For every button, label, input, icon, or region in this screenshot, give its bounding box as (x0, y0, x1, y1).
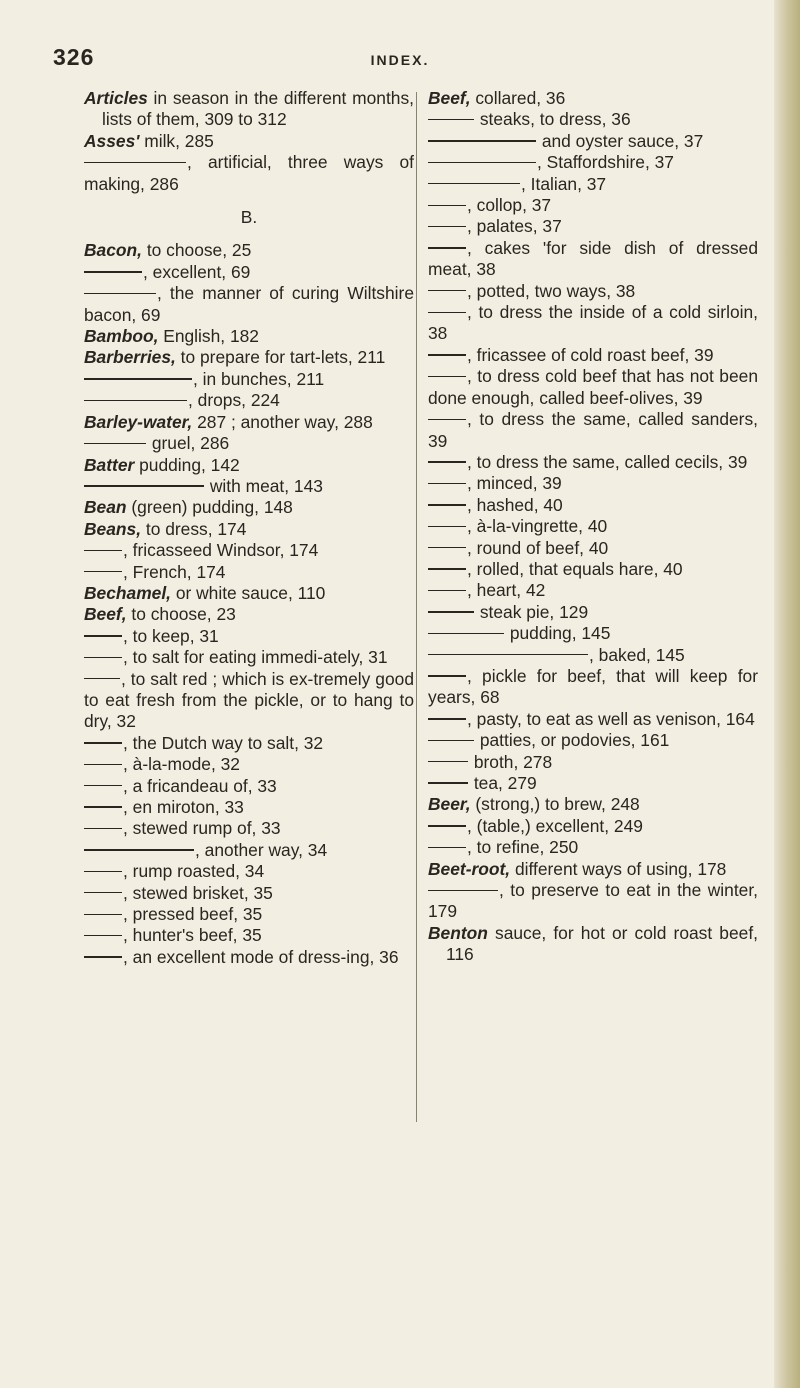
index-subentry (84, 262, 414, 283)
ditto-dash (428, 568, 466, 569)
ditto-dash (84, 935, 122, 936)
index-subentry (428, 538, 758, 559)
page-number: 326 (53, 44, 95, 70)
index-entry (84, 583, 414, 604)
index-entry (84, 604, 414, 625)
entry-text: different ways of using, 178 (510, 858, 727, 879)
entry-text: , the Dutch way to salt, 32 (123, 732, 324, 753)
entry-headword: Asses' (84, 130, 140, 151)
index-subentry (84, 476, 414, 497)
ditto-dash (84, 806, 122, 807)
index-subentry (84, 283, 414, 326)
entry-headword: Beet-root, (428, 858, 511, 879)
entry-text: , baked, 145 (589, 644, 685, 665)
ditto-dash (428, 290, 466, 291)
running-head: INDEX. (370, 52, 430, 68)
index-subentry (428, 131, 758, 152)
ditto-dash (428, 140, 536, 141)
ditto-dash (84, 657, 122, 658)
entry-text: , collop, 37 (467, 195, 552, 216)
index-subentry (428, 559, 758, 580)
ditto-dash (84, 914, 122, 915)
ditto-dash (428, 547, 466, 548)
index-subentry (428, 730, 758, 751)
index-entry (84, 240, 414, 261)
entry-headword: Beef, (428, 88, 471, 108)
entry-text: , round of beef, 40 (467, 537, 609, 558)
ditto-dash (84, 293, 156, 294)
index-subentry (428, 837, 758, 858)
ditto-dash (428, 205, 466, 206)
entry-text: to prepare for tart-lets, 211 (175, 347, 386, 368)
index-subentry (84, 797, 414, 818)
index-entry (428, 923, 758, 966)
ditto-dash (84, 162, 186, 163)
ditto-dash (428, 740, 474, 741)
ditto-dash (428, 247, 466, 248)
entry-text: pudding, 145 (505, 623, 611, 644)
ditto-dash (84, 678, 120, 679)
ditto-dash (428, 782, 468, 783)
index-subentry (84, 626, 414, 647)
ditto-dash (84, 764, 122, 765)
ditto-dash (428, 590, 466, 591)
index-subentry (428, 345, 758, 366)
ditto-dash (84, 635, 122, 636)
ditto-dash (428, 633, 504, 634)
column-rule (416, 92, 417, 1122)
entry-headword: Bacon, (84, 240, 142, 261)
index-subentry (428, 452, 758, 473)
entry-headword: Barley-water, (84, 411, 193, 432)
ditto-dash (428, 847, 466, 848)
index-subentry (84, 369, 414, 390)
index-entry (84, 412, 414, 433)
entry-text: to choose, 25 (141, 240, 252, 261)
index-entry (84, 497, 414, 518)
index-subentry (428, 174, 758, 195)
entry-text: in season in the different months, lists of them, 309 to 312 (102, 88, 414, 130)
entry-text: , to dress the same, called sanders, 39 (428, 409, 758, 451)
entry-text: , excellent, 69 (143, 261, 251, 282)
left-index-column (84, 88, 414, 968)
ditto-dash (428, 483, 466, 484)
index-subentry (428, 152, 758, 173)
entry-text: , artificial, three ways of making, 286 (84, 152, 414, 194)
index-subentry (84, 904, 414, 925)
entry-text: with meat, 143 (205, 475, 323, 496)
entry-text: , pickle for beef, that will keep for years, 68 (428, 665, 758, 708)
entry-headword: Beef, (84, 604, 127, 625)
entry-headword: Benton (428, 922, 488, 943)
entry-text: , en miroton, 33 (123, 797, 244, 817)
index-subentry (428, 281, 758, 302)
entry-text: (strong,) to brew, 248 (470, 794, 640, 815)
ditto-dash (428, 825, 466, 826)
entry-text: , pressed beef, 35 (123, 904, 263, 925)
index-entry (428, 794, 758, 815)
entry-text: 287 ; another way, 288 (192, 411, 373, 432)
index-subentry (84, 733, 414, 754)
index-subentry (84, 390, 414, 411)
ditto-dash (428, 504, 466, 505)
entry-headword: Bamboo, (84, 326, 159, 347)
entry-text: , a fricandeau of, 33 (123, 775, 277, 796)
entry-text: , Italian, 37 (521, 173, 607, 194)
index-entry (84, 455, 414, 476)
entry-headword: Articles (84, 88, 148, 108)
index-subentry (428, 645, 758, 666)
entry-headword: Beer, (428, 794, 471, 815)
entry-text: , to salt for eating immedi-ately, 31 (123, 647, 388, 668)
entry-text: , to dress cold beef that has not been done enough, called beef-olives, 39 (428, 366, 758, 408)
entry-text: patties, or podovies, 161 (475, 730, 670, 751)
entry-text: , fricasseed Windsor, 174 (123, 540, 319, 561)
entry-text: , drops, 224 (188, 390, 280, 411)
entry-text: , stewed rump of, 33 (123, 818, 281, 839)
entry-text: pudding, 142 (134, 454, 240, 475)
entry-text: , stewed brisket, 35 (123, 882, 273, 903)
index-entry (84, 347, 414, 368)
entry-text: , à-la-vingrette, 40 (467, 516, 608, 537)
entry-text: , cakes 'for side dish of dressed meat, 38 (428, 237, 758, 280)
entry-text: , potted, two ways, 38 (467, 280, 636, 301)
entry-text: , minced, 39 (467, 473, 562, 494)
ditto-dash (428, 718, 466, 719)
index-subentry (428, 409, 758, 452)
entry-text: , another way, 34 (195, 839, 328, 860)
index-subentry (84, 540, 414, 561)
entry-text: broth, 278 (469, 751, 553, 772)
entry-text: , hunter's beef, 35 (123, 925, 262, 946)
index-subentry (84, 840, 414, 861)
ditto-dash (428, 461, 466, 462)
entry-text: to dress, 174 (141, 518, 247, 539)
section-letter: B. (240, 207, 258, 228)
page-edge (774, 0, 800, 1388)
ditto-dash (428, 162, 536, 163)
ditto-dash (428, 761, 468, 762)
ditto-dash (84, 378, 192, 379)
index-subentry (428, 366, 758, 409)
index-subentry (428, 816, 758, 837)
entry-text: to choose, 23 (126, 604, 236, 625)
entry-text: , to dress the inside of a cold sirloin, 38 (428, 302, 758, 344)
entry-text: , rump roasted, 34 (123, 861, 265, 882)
entry-text: , to refine, 250 (467, 837, 579, 858)
ditto-dash (84, 785, 122, 786)
right-index-column (428, 88, 758, 966)
index-subentry (428, 709, 758, 730)
index-entry (84, 326, 414, 347)
entry-text: gruel, 286 (147, 433, 230, 454)
index-entry (84, 88, 414, 131)
ditto-dash (84, 571, 122, 572)
ditto-dash (84, 550, 122, 551)
index-entry (428, 859, 758, 880)
index-subentry (428, 216, 758, 237)
index-subentry (84, 947, 414, 968)
entry-text: , an excellent mode of dress-ing, 36 (123, 946, 399, 967)
ditto-dash (84, 271, 142, 272)
entry-text: , the manner of curing Wiltshire bacon, 69 (84, 283, 414, 325)
entry-text: , to salt red ; which is ex-tremely good to eat fresh from the pickle, or to hang to dry, 32 (84, 668, 414, 732)
ditto-dash (84, 892, 122, 893)
index-entry (428, 88, 758, 109)
ditto-dash (428, 526, 466, 527)
index-subentry (84, 883, 414, 904)
index-subentry (428, 602, 758, 623)
index-subentry (428, 752, 758, 773)
entry-text: , Staffordshire, 37 (537, 152, 674, 173)
entry-text: sauce, for hot or cold roast beef, 116 (446, 922, 758, 965)
entry-text: , French, 174 (123, 561, 226, 582)
ditto-dash (428, 354, 466, 355)
index-subentry (84, 669, 414, 733)
ditto-dash (428, 183, 520, 184)
ditto-dash (428, 376, 466, 377)
entry-text: , palates, 37 (467, 216, 562, 237)
ditto-dash (428, 675, 466, 676)
index-subentry (428, 516, 758, 537)
index-subentry (84, 647, 414, 668)
entry-text: (green) pudding, 148 (126, 497, 293, 518)
index-subentry (84, 562, 414, 583)
ditto-dash (428, 312, 466, 313)
entry-text: , to preserve to eat in the winter, 179 (428, 880, 758, 922)
ditto-dash (84, 828, 122, 829)
index-subentry (84, 861, 414, 882)
entry-text: , fricassee of cold roast beef, 39 (467, 344, 714, 365)
entry-text: collared, 36 (470, 88, 566, 108)
index-subentry (84, 818, 414, 839)
index-subentry (428, 623, 758, 644)
ditto-dash (84, 871, 122, 872)
ditto-dash (84, 742, 122, 743)
entry-text: , to keep, 31 (123, 625, 219, 646)
index-subentry (428, 195, 758, 216)
index-subentry (84, 754, 414, 775)
ditto-dash (428, 119, 474, 120)
entry-text: , (table,) excellent, 249 (467, 815, 643, 836)
entry-text: milk, 285 (139, 130, 214, 151)
ditto-dash (428, 654, 588, 655)
index-subentry (428, 473, 758, 494)
index-entry (84, 131, 414, 152)
index-subentry (84, 776, 414, 797)
ditto-dash (428, 611, 474, 612)
entry-headword: Batter (84, 454, 135, 475)
index-subentry (84, 152, 414, 195)
entry-text: steaks, to dress, 36 (475, 109, 631, 130)
entry-headword: Beans, (84, 518, 142, 539)
entry-text: , in bunches, 211 (193, 368, 325, 389)
index-subentry (428, 302, 758, 345)
index-subentry (84, 433, 414, 454)
entry-text: , pasty, to eat as well as venison, 164 (467, 708, 755, 729)
index-subentry (428, 580, 758, 601)
entry-headword: Barberries, (84, 347, 176, 368)
ditto-dash (84, 443, 146, 444)
index-subentry (428, 238, 758, 281)
index-subentry (428, 773, 758, 794)
ditto-dash (428, 890, 498, 891)
entry-text: and oyster sauce, 37 (537, 130, 704, 151)
entry-text: , à-la-mode, 32 (123, 754, 240, 775)
entry-text: , hashed, 40 (467, 494, 563, 515)
index-entry (84, 519, 414, 540)
ditto-dash (428, 226, 466, 227)
index-subentry (428, 880, 758, 923)
entry-text: English, 182 (158, 326, 259, 347)
entry-text: tea, 279 (469, 773, 537, 793)
ditto-dash (84, 400, 187, 401)
entry-headword: Bean (84, 497, 127, 518)
ditto-dash (84, 485, 204, 486)
ditto-dash (428, 419, 466, 420)
index-subentry (84, 925, 414, 946)
entry-text: steak pie, 129 (475, 601, 589, 622)
entry-text: or white sauce, 110 (171, 582, 326, 603)
index-subentry (428, 495, 758, 516)
entry-text: , rolled, that equals hare, 40 (467, 558, 683, 579)
entry-text: , heart, 42 (467, 580, 546, 601)
index-subentry (428, 666, 758, 709)
ditto-dash (84, 956, 122, 957)
entry-headword: Bechamel, (84, 582, 171, 603)
entry-text: , to dress the same, called cecils, 39 (467, 451, 748, 472)
ditto-dash (84, 849, 194, 850)
index-subentry (428, 109, 758, 130)
